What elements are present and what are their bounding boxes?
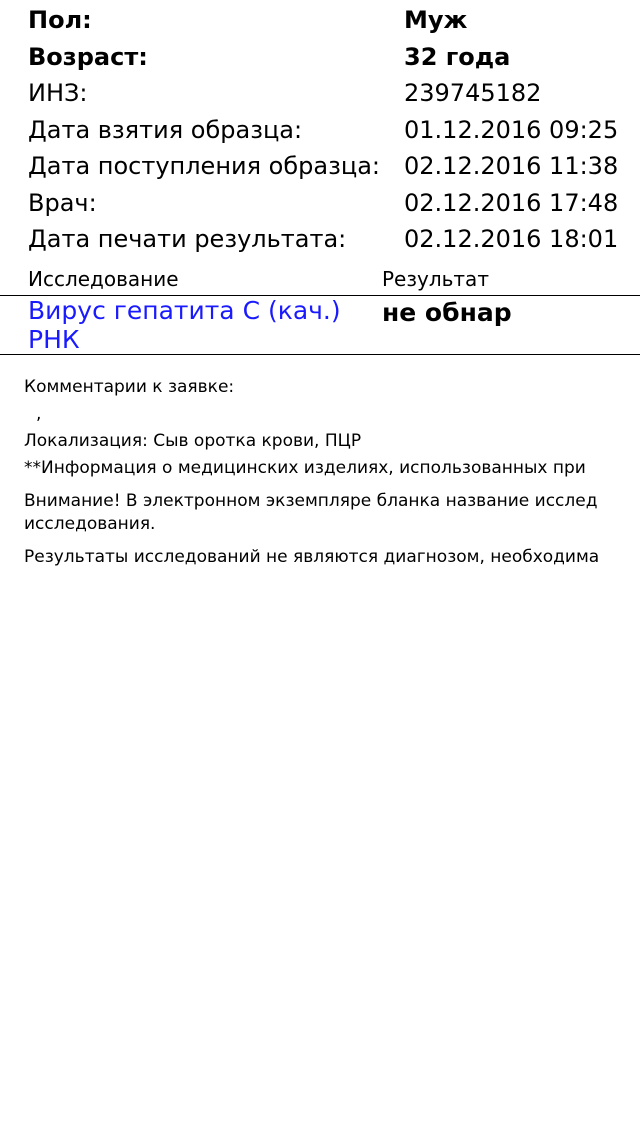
inz-value: 239745182 (404, 79, 542, 107)
sample-received-row (28, 148, 640, 185)
localization-note: Локализация: Сыв оротка крови, ПЦР (24, 431, 362, 451)
comment-value: , (36, 404, 42, 424)
column-header-test: Исследование (28, 267, 179, 291)
doctor-label: Врач: (28, 188, 97, 217)
patient-info (28, 2, 640, 258)
sample-taken-row (28, 112, 640, 149)
doctor-row (28, 185, 640, 222)
comments-label: Комментарии к заявке: (24, 377, 235, 397)
warning-note: Внимание! В электронном экземпляре бланка название исслед исследования. (24, 491, 598, 534)
age-row (28, 39, 640, 76)
notes-section (24, 376, 640, 569)
test-name-link[interactable]: Вирус гепатита С (кач.) РНК (28, 296, 341, 354)
sample-received-value: 02.12.2016 11:38 (404, 152, 619, 180)
gender-label: Пол: (28, 6, 92, 34)
inz-label: ИНЗ: (28, 79, 88, 107)
gender-row (28, 2, 640, 39)
disclaimer-note: Результаты исследований не являются диагнозом, необходима (24, 547, 600, 567)
results-table-header (0, 264, 640, 296)
inz-row (28, 75, 640, 112)
age-value: 32 года (404, 42, 511, 71)
print-date-label: Дата печати результата: (28, 225, 347, 253)
sample-received-label: Дата поступления образца: (28, 152, 380, 180)
gender-value: Муж (404, 6, 468, 34)
table-row (0, 296, 640, 355)
med-devices-note: **Информация о медицинских изделиях, использованных при (24, 458, 586, 478)
test-result: не обнар (382, 298, 512, 327)
print-date-row (28, 221, 640, 258)
doctor-value: 02.12.2016 17:48 (404, 188, 619, 217)
sample-taken-label: Дата взятия образца: (28, 115, 303, 144)
age-label: Возраст: (28, 42, 148, 71)
sample-taken-value: 01.12.2016 09:25 (404, 115, 619, 144)
column-header-result: Результат (382, 267, 489, 291)
print-date-value: 02.12.2016 18:01 (404, 225, 619, 253)
